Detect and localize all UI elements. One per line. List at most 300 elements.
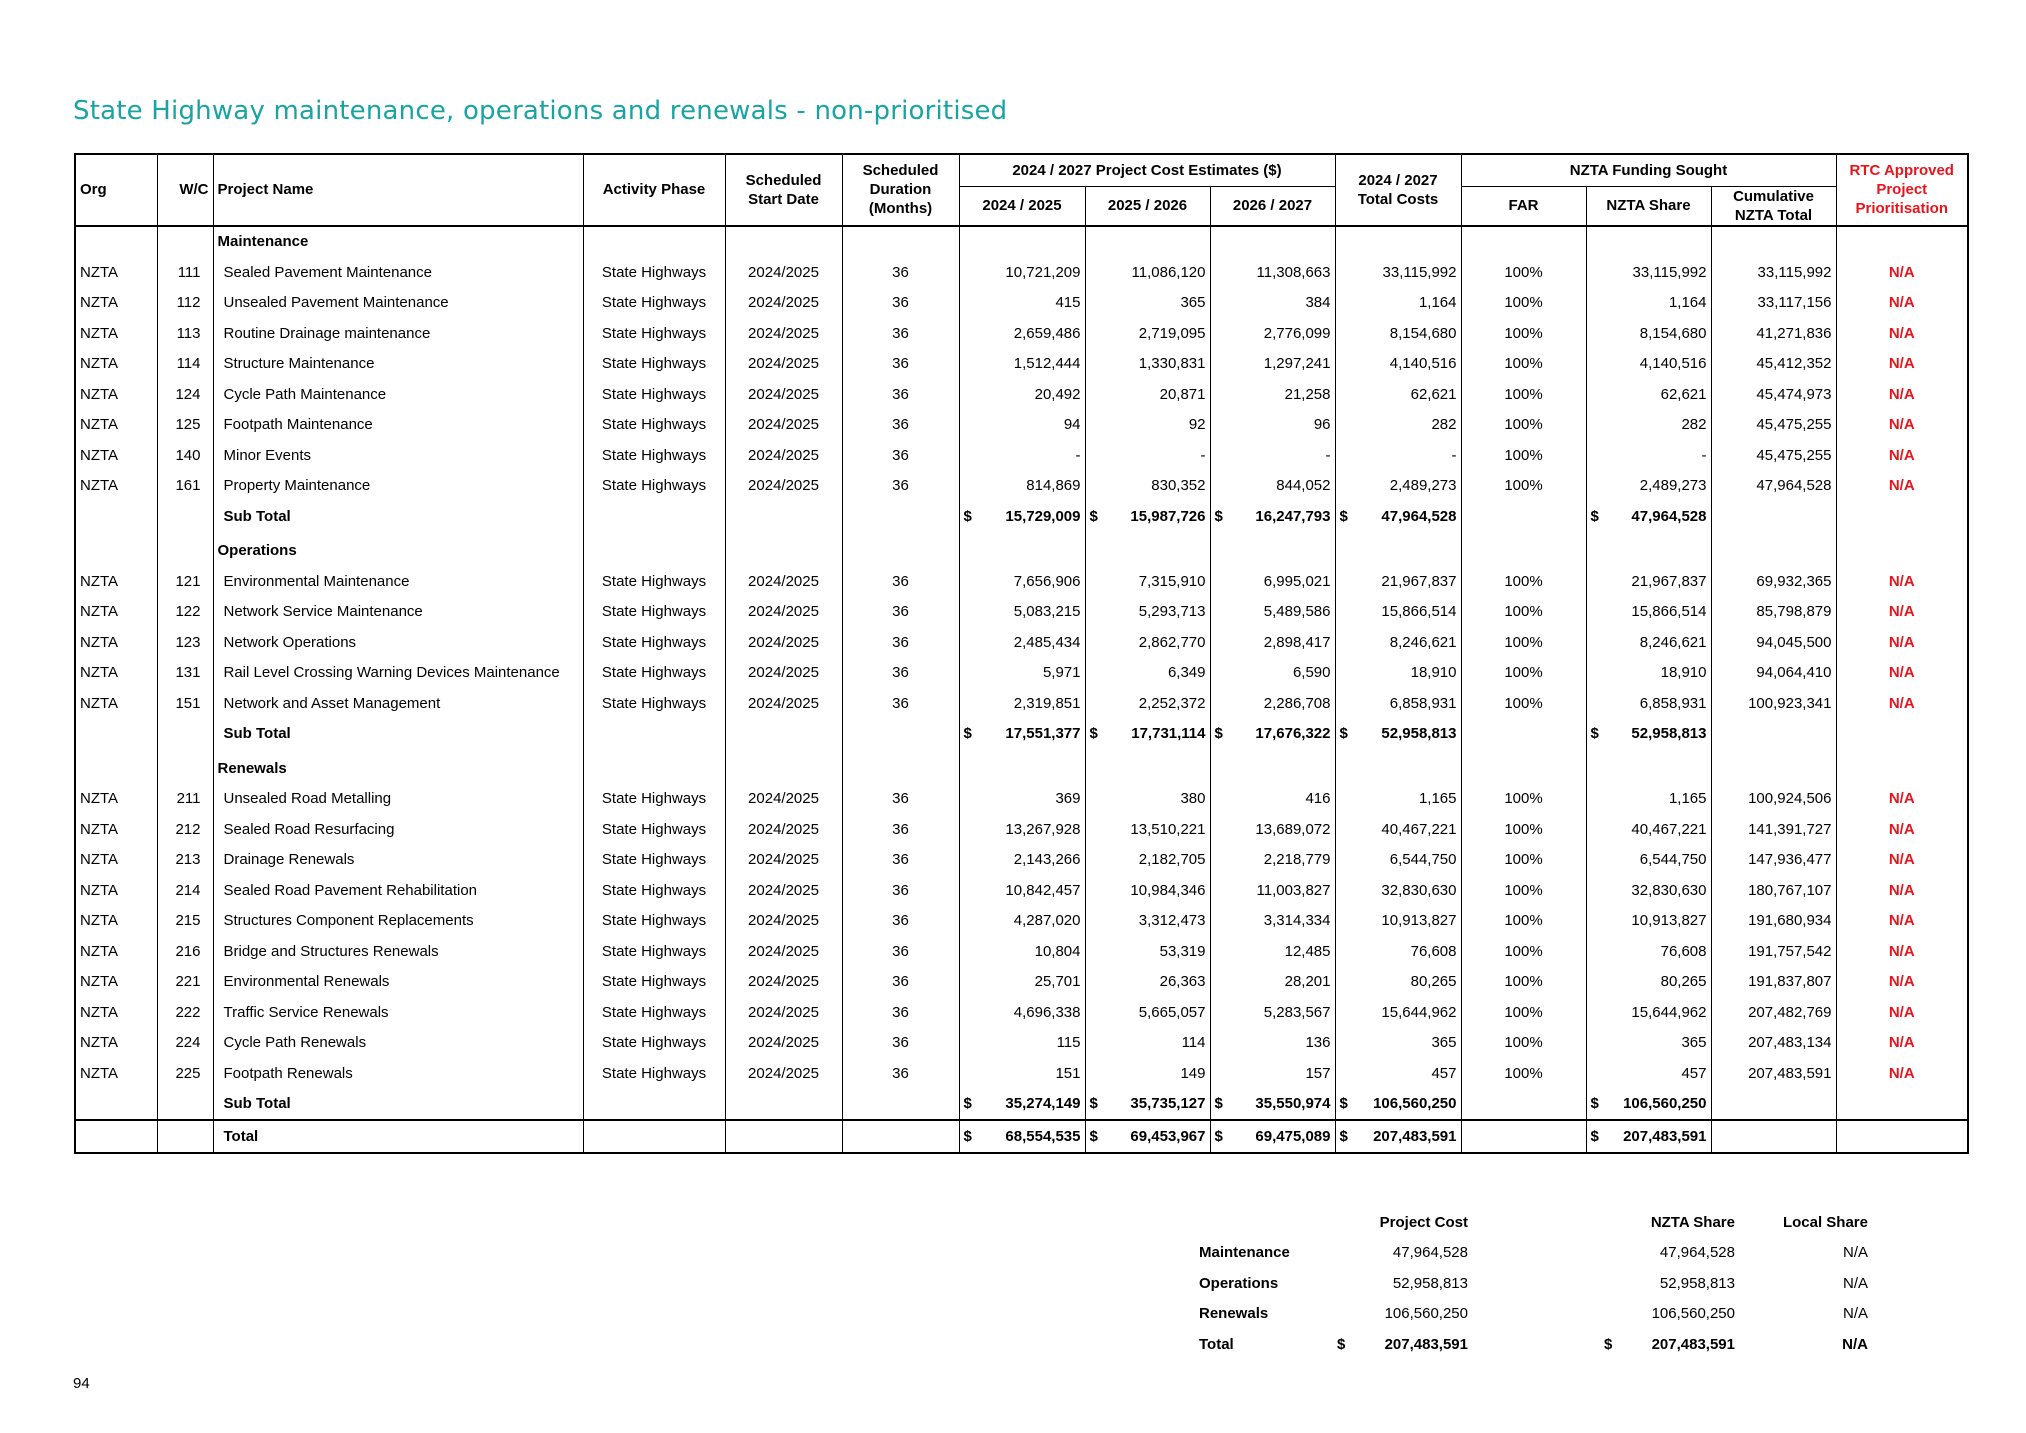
header-cost-estimates: 2024 / 2027 Project Cost Estimates ($) [959, 154, 1335, 186]
header-cumulative: Cumulative NZTA Total [1711, 186, 1836, 226]
org-cell: NZTA [75, 318, 157, 349]
project-name-cell: Network Operations [213, 627, 583, 658]
org-cell: NZTA [75, 597, 157, 628]
grand-total-year-1 [959, 1120, 1085, 1153]
subtotal-year-2 [1085, 1089, 1210, 1121]
wc-cell: 161 [157, 471, 213, 502]
duration-cell: 36 [842, 318, 959, 349]
empty-cell [157, 501, 213, 532]
section-title: Operations [213, 532, 583, 567]
empty-cell [842, 749, 959, 784]
activity-phase-cell: State Highways [583, 471, 725, 502]
empty-cell [725, 719, 842, 750]
year-3-cost-cell: 96 [1210, 410, 1335, 441]
wc-cell: 211 [157, 784, 213, 815]
project-name-cell: Footpath Maintenance [213, 410, 583, 441]
currency-symbol: $ [963, 1095, 972, 1113]
total-cost-cell: 365 [1335, 1028, 1461, 1059]
header-duration: Scheduled Duration (Months) [842, 154, 959, 226]
year-2-cost-cell: 10,984,346 [1085, 875, 1210, 906]
year-3-cost-cell: 2,218,779 [1210, 845, 1335, 876]
subtotal-label: Sub Total [213, 1089, 583, 1121]
empty-cell [75, 1089, 157, 1121]
currency-symbol: $ [1604, 1335, 1613, 1353]
far-cell: 100% [1461, 784, 1586, 815]
org-cell: NZTA [75, 845, 157, 876]
org-cell: NZTA [75, 349, 157, 380]
far-cell: 100% [1461, 288, 1586, 319]
far-cell: 100% [1461, 688, 1586, 719]
wc-cell: 114 [157, 349, 213, 380]
grand-total-year-1-value: 68,554,535 [1005, 1127, 1081, 1145]
far-cell: 100% [1461, 257, 1586, 288]
year-3-cost-cell: 6,590 [1210, 658, 1335, 689]
empty-cell [157, 1120, 213, 1153]
year-3-cost-cell: 844,052 [1210, 471, 1335, 502]
year-1-cost-cell: - [959, 440, 1085, 471]
activity-phase-cell: State Highways [583, 410, 725, 441]
year-1-cost-cell: 4,287,020 [959, 906, 1085, 937]
empty-cell [75, 226, 157, 258]
year-3-cost-cell: 2,286,708 [1210, 688, 1335, 719]
rtc-cell: N/A [1888, 694, 1915, 712]
year-1-cost-cell: 5,083,215 [959, 597, 1085, 628]
total-cost-cell: 2,489,273 [1335, 471, 1461, 502]
year-2-cost-cell: 5,665,057 [1085, 997, 1210, 1028]
year-1-cost-cell: 13,267,928 [959, 814, 1085, 845]
empty-cell [1085, 532, 1210, 567]
activity-phase-cell: State Highways [583, 566, 725, 597]
subtotal-total-value: 106,560,250 [1373, 1095, 1457, 1113]
project-name-cell: Network and Asset Management [213, 688, 583, 719]
total-cost-cell: 18,910 [1335, 658, 1461, 689]
subtotal-row [75, 719, 1968, 750]
empty-cell [959, 226, 1085, 258]
rtc-cell: N/A [1888, 416, 1915, 434]
org-cell: NZTA [75, 566, 157, 597]
empty-cell [157, 1089, 213, 1121]
subtotal-year-3-value: 17,676,322 [1255, 725, 1331, 743]
empty-cell [842, 501, 959, 532]
year-3-cost-cell: 5,489,586 [1210, 597, 1335, 628]
start-date-cell: 2024/2025 [725, 1058, 842, 1089]
total-cost-cell: 21,967,837 [1335, 566, 1461, 597]
currency-symbol: $ [1339, 1095, 1348, 1113]
subtotal-year-1 [959, 501, 1085, 532]
start-date-cell: 2024/2025 [725, 627, 842, 658]
grand-total-total [1335, 1120, 1461, 1153]
header-funding-sought: NZTA Funding Sought [1461, 154, 1836, 186]
header-start-date: Scheduled Start Date [725, 154, 842, 226]
subtotal-year-1 [959, 719, 1085, 750]
section-header-row [75, 226, 1968, 258]
table-row [75, 410, 1968, 441]
project-name-cell: Environmental Renewals [213, 967, 583, 998]
table-row [75, 379, 1968, 410]
header-project-name: Project Name [213, 154, 583, 226]
summary-row [1195, 1299, 1872, 1330]
nzta-share-cell: 10,913,827 [1586, 906, 1711, 937]
year-2-cost-cell: 13,510,221 [1085, 814, 1210, 845]
nzta-share-cell: 4,140,516 [1586, 349, 1711, 380]
table-row [75, 566, 1968, 597]
year-1-cost-cell: 415 [959, 288, 1085, 319]
wc-cell: 213 [157, 845, 213, 876]
summary-total-cost-value: 207,483,591 [1384, 1335, 1468, 1353]
duration-cell: 36 [842, 349, 959, 380]
project-name-cell: Sealed Pavement Maintenance [213, 257, 583, 288]
empty-cell [725, 1089, 842, 1121]
empty-cell [75, 749, 157, 784]
nzta-share-cell: 1,164 [1586, 288, 1711, 319]
total-cost-cell: 15,866,514 [1335, 597, 1461, 628]
table-row [75, 658, 1968, 689]
empty-cell [959, 532, 1085, 567]
year-2-cost-cell: 7,315,910 [1085, 566, 1210, 597]
wc-cell: 151 [157, 688, 213, 719]
far-cell: 100% [1461, 318, 1586, 349]
empty-cell [157, 719, 213, 750]
empty-cell [1711, 749, 1836, 784]
year-2-cost-cell: 149 [1085, 1058, 1210, 1089]
table-row [75, 288, 1968, 319]
project-name-cell: Routine Drainage maintenance [213, 318, 583, 349]
rtc-cell: N/A [1888, 912, 1915, 930]
nzta-share-cell: 15,644,962 [1586, 997, 1711, 1028]
empty-cell [1461, 719, 1586, 750]
cumulative-cell: 207,482,769 [1711, 997, 1836, 1028]
org-cell: NZTA [75, 688, 157, 719]
activity-phase-cell: State Highways [583, 1028, 725, 1059]
activity-phase-cell: State Highways [583, 440, 725, 471]
empty-cell [1711, 719, 1836, 750]
empty-cell [1461, 226, 1586, 258]
nzta-share-cell: 32,830,630 [1586, 875, 1711, 906]
far-cell: 100% [1461, 875, 1586, 906]
total-cost-cell: 282 [1335, 410, 1461, 441]
summary-header-local-share: Local Share [1782, 1213, 1868, 1231]
subtotal-nzta-share-value: 106,560,250 [1623, 1095, 1707, 1113]
summary-share: 52,958,813 [1659, 1274, 1735, 1292]
table-body [75, 226, 1968, 1153]
start-date-cell: 2024/2025 [725, 379, 842, 410]
year-1-cost-cell: 115 [959, 1028, 1085, 1059]
duration-cell: 36 [842, 627, 959, 658]
year-2-cost-cell: 1,330,831 [1085, 349, 1210, 380]
activity-phase-cell: State Highways [583, 875, 725, 906]
org-cell: NZTA [75, 1058, 157, 1089]
year-3-cost-cell: 6,995,021 [1210, 566, 1335, 597]
cumulative-cell: 45,474,973 [1711, 379, 1836, 410]
subtotal-year-1-value: 35,274,149 [1005, 1095, 1081, 1113]
total-cost-cell: 62,621 [1335, 379, 1461, 410]
empty-cell [725, 226, 842, 258]
duration-cell: 36 [842, 1028, 959, 1059]
activity-phase-cell: State Highways [583, 379, 725, 410]
empty-cell [1461, 1089, 1586, 1121]
year-3-cost-cell: 12,485 [1210, 936, 1335, 967]
wc-cell: 121 [157, 566, 213, 597]
project-name-cell: Environmental Maintenance [213, 566, 583, 597]
empty-cell [1461, 501, 1586, 532]
nzta-share-cell: 62,621 [1586, 379, 1711, 410]
rtc-cell: N/A [1888, 603, 1915, 621]
table-row [75, 814, 1968, 845]
summary-row [1195, 1268, 1872, 1299]
far-cell: 100% [1461, 471, 1586, 502]
empty-cell [583, 226, 725, 258]
subtotal-year-2-value: 15,987,726 [1130, 507, 1206, 525]
wc-cell: 111 [157, 257, 213, 288]
year-2-cost-cell: 380 [1085, 784, 1210, 815]
grand-total-nzta-share-value: 207,483,591 [1623, 1127, 1707, 1145]
subtotal-nzta-share-value: 47,964,528 [1631, 507, 1707, 525]
start-date-cell: 2024/2025 [725, 1028, 842, 1059]
summary-cost: 52,958,813 [1392, 1274, 1468, 1292]
total-cost-cell: 1,164 [1335, 288, 1461, 319]
total-cost-cell: 4,140,516 [1335, 349, 1461, 380]
total-cost-cell: 15,644,962 [1335, 997, 1461, 1028]
year-1-cost-cell: 2,143,266 [959, 845, 1085, 876]
header-nzta-share: NZTA Share [1586, 186, 1711, 226]
header-year-2: 2025 / 2026 [1085, 186, 1210, 226]
wc-cell: 125 [157, 410, 213, 441]
year-3-cost-cell: 136 [1210, 1028, 1335, 1059]
activity-phase-cell: State Highways [583, 845, 725, 876]
org-cell: NZTA [75, 967, 157, 998]
summary-total-row [1195, 1329, 1872, 1360]
project-name-cell: Cycle Path Renewals [213, 1028, 583, 1059]
start-date-cell: 2024/2025 [725, 257, 842, 288]
cumulative-cell: 45,412,352 [1711, 349, 1836, 380]
subtotal-label: Sub Total [213, 501, 583, 532]
empty-cell [157, 532, 213, 567]
subtotal-year-1-value: 15,729,009 [1005, 507, 1081, 525]
rtc-cell: N/A [1888, 1003, 1915, 1021]
year-1-cost-cell: 2,659,486 [959, 318, 1085, 349]
duration-cell: 36 [842, 257, 959, 288]
empty-cell [583, 1089, 725, 1121]
activity-phase-cell: State Highways [583, 658, 725, 689]
cumulative-cell: 147,936,477 [1711, 845, 1836, 876]
empty-cell [842, 719, 959, 750]
rtc-cell: N/A [1888, 881, 1915, 899]
empty-cell [1711, 501, 1836, 532]
currency-symbol: $ [1590, 1127, 1599, 1145]
start-date-cell: 2024/2025 [725, 597, 842, 628]
rtc-cell: N/A [1888, 324, 1915, 342]
empty-cell [725, 532, 842, 567]
total-cost-cell: 6,858,931 [1335, 688, 1461, 719]
empty-cell [1836, 532, 1968, 567]
subtotal-year-1-value: 17,551,377 [1005, 725, 1081, 743]
rtc-cell: N/A [1888, 294, 1915, 312]
activity-phase-cell: State Highways [583, 814, 725, 845]
year-1-cost-cell: 2,319,851 [959, 688, 1085, 719]
subtotal-year-2-value: 35,735,127 [1130, 1095, 1206, 1113]
currency-symbol: $ [1590, 725, 1599, 743]
project-name-cell: Structures Component Replacements [213, 906, 583, 937]
wc-cell: 123 [157, 627, 213, 658]
duration-cell: 36 [842, 814, 959, 845]
duration-cell: 36 [842, 658, 959, 689]
project-name-cell: Sealed Road Pavement Rehabilitation [213, 875, 583, 906]
nzta-share-cell: 457 [1586, 1058, 1711, 1089]
rtc-cell: N/A [1888, 1034, 1915, 1052]
cumulative-cell: 94,045,500 [1711, 627, 1836, 658]
empty-cell [842, 1089, 959, 1121]
empty-cell [1461, 532, 1586, 567]
start-date-cell: 2024/2025 [725, 349, 842, 380]
year-1-cost-cell: 1,512,444 [959, 349, 1085, 380]
grand-total-label: Total [213, 1120, 583, 1153]
header-year-3: 2026 / 2027 [1210, 186, 1335, 226]
total-cost-cell: 6,544,750 [1335, 845, 1461, 876]
subtotal-year-2 [1085, 719, 1210, 750]
page-number: 94 [73, 1375, 90, 1392]
currency-symbol: $ [1339, 1127, 1348, 1145]
year-3-cost-cell: 5,283,567 [1210, 997, 1335, 1028]
activity-phase-cell: State Highways [583, 597, 725, 628]
summary-share: 106,560,250 [1651, 1305, 1735, 1323]
grand-total-year-3 [1210, 1120, 1335, 1153]
rtc-cell: N/A [1888, 355, 1915, 373]
project-name-cell: Footpath Renewals [213, 1058, 583, 1089]
cumulative-cell: 45,475,255 [1711, 410, 1836, 441]
table-row [75, 936, 1968, 967]
year-2-cost-cell: 92 [1085, 410, 1210, 441]
start-date-cell: 2024/2025 [725, 566, 842, 597]
grand-total-row [75, 1120, 1968, 1153]
duration-cell: 36 [842, 1058, 959, 1089]
cumulative-cell: 207,483,134 [1711, 1028, 1836, 1059]
nzta-share-cell: 33,115,992 [1586, 257, 1711, 288]
table-row [75, 1058, 1968, 1089]
subtotal-nzta-share [1586, 719, 1711, 750]
total-cost-cell: 1,165 [1335, 784, 1461, 815]
start-date-cell: 2024/2025 [725, 658, 842, 689]
start-date-cell: 2024/2025 [725, 288, 842, 319]
year-3-cost-cell: 21,258 [1210, 379, 1335, 410]
activity-phase-cell: State Highways [583, 936, 725, 967]
empty-cell [583, 532, 725, 567]
subtotal-year-3-value: 16,247,793 [1255, 507, 1331, 525]
year-1-cost-cell: 94 [959, 410, 1085, 441]
empty-cell [157, 749, 213, 784]
org-cell: NZTA [75, 1028, 157, 1059]
activity-phase-cell: State Highways [583, 967, 725, 998]
table-row [75, 257, 1968, 288]
empty-cell [725, 501, 842, 532]
rtc-cell: N/A [1888, 446, 1915, 464]
currency-symbol: $ [963, 507, 972, 525]
org-cell: NZTA [75, 288, 157, 319]
project-name-cell: Bridge and Structures Renewals [213, 936, 583, 967]
far-cell: 100% [1461, 658, 1586, 689]
summary-header-nzta-share: NZTA Share [1650, 1213, 1735, 1231]
start-date-cell: 2024/2025 [725, 440, 842, 471]
empty-cell [1711, 532, 1836, 567]
far-cell: 100% [1461, 440, 1586, 471]
rtc-cell: N/A [1888, 820, 1915, 838]
subtotal-row [75, 1089, 1968, 1121]
nzta-share-cell: 76,608 [1586, 936, 1711, 967]
empty-cell [583, 1120, 725, 1153]
rtc-cell: N/A [1888, 263, 1915, 281]
project-name-cell: Structure Maintenance [213, 349, 583, 380]
section-header-row [75, 749, 1968, 784]
nzta-share-cell: 18,910 [1586, 658, 1711, 689]
org-cell: NZTA [75, 936, 157, 967]
currency-symbol: $ [1089, 725, 1098, 743]
wc-cell: 113 [157, 318, 213, 349]
cumulative-cell: 191,680,934 [1711, 906, 1836, 937]
duration-cell: 36 [842, 688, 959, 719]
currency-symbol: $ [1339, 725, 1348, 743]
cumulative-cell: 191,757,542 [1711, 936, 1836, 967]
empty-cell [1711, 226, 1836, 258]
year-2-cost-cell: 20,871 [1085, 379, 1210, 410]
rtc-cell: N/A [1888, 942, 1915, 960]
org-cell: NZTA [75, 410, 157, 441]
summary-local: N/A [1842, 1305, 1868, 1323]
project-name-cell: Property Maintenance [213, 471, 583, 502]
year-2-cost-cell: 2,182,705 [1085, 845, 1210, 876]
far-cell: 100% [1461, 1058, 1586, 1089]
table-row [75, 997, 1968, 1028]
year-3-cost-cell: 2,776,099 [1210, 318, 1335, 349]
table-row [75, 784, 1968, 815]
start-date-cell: 2024/2025 [725, 906, 842, 937]
year-2-cost-cell: 11,086,120 [1085, 257, 1210, 288]
subtotal-total-value: 47,964,528 [1381, 507, 1457, 525]
year-3-cost-cell: 157 [1210, 1058, 1335, 1089]
year-3-cost-cell: 28,201 [1210, 967, 1335, 998]
cumulative-cell: 100,924,506 [1711, 784, 1836, 815]
wc-cell: 140 [157, 440, 213, 471]
total-cost-cell: 10,913,827 [1335, 906, 1461, 937]
year-3-cost-cell: 11,003,827 [1210, 875, 1335, 906]
subtotal-year-3-value: 35,550,974 [1255, 1095, 1331, 1113]
wc-cell: 222 [157, 997, 213, 1028]
table-row [75, 875, 1968, 906]
subtotal-nzta-share-value: 52,958,813 [1631, 725, 1707, 743]
empty-cell [1586, 749, 1711, 784]
empty-cell [842, 226, 959, 258]
rtc-cell: N/A [1888, 973, 1915, 991]
table-row [75, 967, 1968, 998]
nzta-share-cell: 8,154,680 [1586, 318, 1711, 349]
project-name-cell: Unsealed Road Metalling [213, 784, 583, 815]
empty-cell [75, 532, 157, 567]
currency-symbol: $ [1089, 1095, 1098, 1113]
nzta-share-cell: 8,246,621 [1586, 627, 1711, 658]
duration-cell: 36 [842, 784, 959, 815]
nzta-share-cell: 21,967,837 [1586, 566, 1711, 597]
wc-cell: 124 [157, 379, 213, 410]
empty-cell [959, 749, 1085, 784]
total-cost-cell: - [1335, 440, 1461, 471]
summary-cost: 106,560,250 [1384, 1305, 1468, 1323]
cumulative-cell: 94,064,410 [1711, 658, 1836, 689]
subtotal-year-3 [1210, 501, 1335, 532]
duration-cell: 36 [842, 845, 959, 876]
year-3-cost-cell: 2,898,417 [1210, 627, 1335, 658]
currency-symbol: $ [1590, 507, 1599, 525]
summary-header-project-cost: Project Cost [1379, 1213, 1468, 1231]
wc-cell: 122 [157, 597, 213, 628]
year-3-cost-cell: 416 [1210, 784, 1335, 815]
